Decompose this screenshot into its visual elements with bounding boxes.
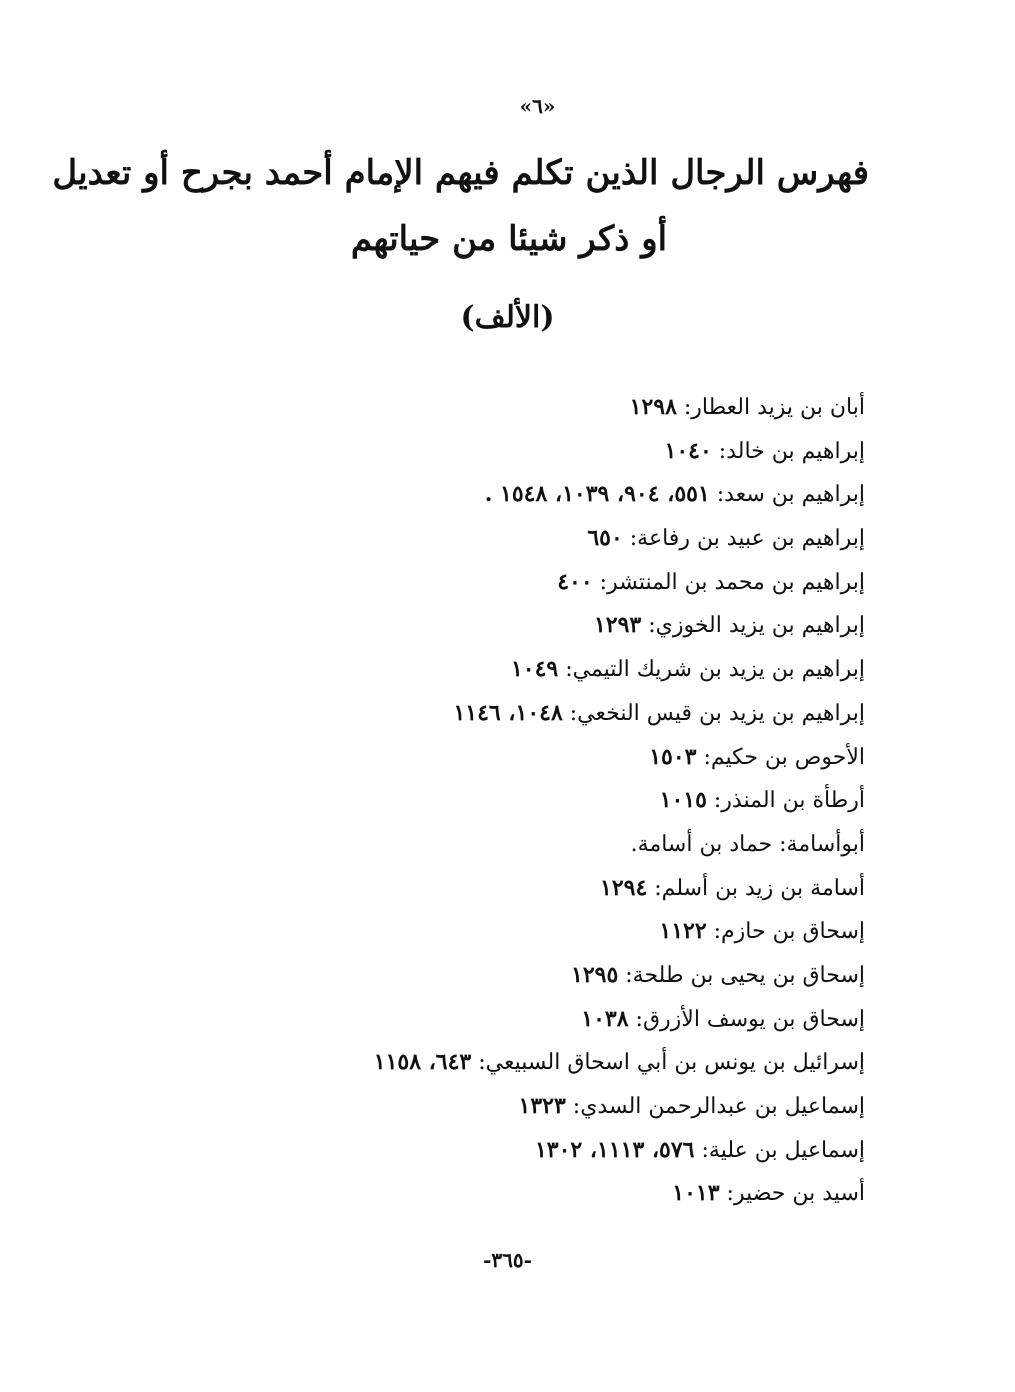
list-item	[305, 561, 865, 605]
list-item	[305, 779, 865, 823]
entry-references: ١٠١٥	[659, 787, 707, 814]
list-item	[305, 823, 865, 867]
entry-name: الأحوص بن حكيم:	[696, 744, 865, 770]
entry-references: ١٥٠٣	[649, 743, 697, 770]
entry-name: إبراهيم بن سعد:	[709, 482, 865, 508]
list-item	[305, 736, 865, 780]
entry-name: إسحاق بن حازم:	[706, 919, 865, 945]
list-item	[305, 1041, 865, 1085]
title-line-1: فهرس الرجال الذين تكلم فيهم الإمام أحمد بجرح أو تعديل	[52, 153, 869, 193]
list-item	[305, 910, 865, 954]
entry-name: أسيد بن حضير:	[719, 1181, 865, 1207]
entry-references: ٥٥١، ٩٠٤، ١٠٣٩، ١٥٤٨ .	[484, 481, 710, 508]
entry-references: ١٠٤٩	[510, 656, 559, 683]
entry-references: ١٢٩٥	[571, 961, 619, 988]
entry-name: إسماعيل بن علية:	[694, 1137, 865, 1163]
list-item	[305, 604, 865, 648]
list-item	[305, 1129, 865, 1173]
entry-references: ١٢٩٣	[593, 612, 642, 639]
section-heading: (الألف)	[460, 300, 555, 335]
entry-name: أبان بن يزيد العطار:	[676, 395, 865, 420]
entry-references: ٦٤٣، ١١٥٨	[373, 1049, 472, 1076]
entry-references: ٥٧٦، ١١١٣، ١٣٠٢	[534, 1136, 695, 1163]
page-number: -٣٦٥-	[483, 1248, 532, 1272]
entry-references: ١٢٩٤	[600, 874, 648, 901]
entry-references: ١٠٣٨	[581, 1005, 629, 1032]
entry-references: ١١٢٢	[659, 918, 707, 945]
entry-name: أسامة بن زيد بن أسلم:	[647, 875, 865, 901]
list-item	[305, 867, 865, 911]
list-item	[305, 692, 865, 736]
entry-name: إسرائيل بن يونس بن أبي اسحاق السبيعي:	[471, 1050, 865, 1076]
list-item	[305, 648, 865, 692]
entry-references: ٤٠٠	[557, 568, 593, 595]
section-number: «٦»	[519, 94, 556, 118]
entry-name: إبراهيم بن يزيد بن شريك التيمي:	[558, 657, 865, 683]
entry-references: ١٠١٣	[672, 1180, 720, 1207]
list-item	[305, 386, 865, 430]
entry-name: إبراهيم بن محمد بن المنتشر:	[592, 569, 865, 595]
title-line-2: أو ذكر شيئا من حياتهم	[350, 219, 668, 259]
list-item	[305, 473, 865, 517]
entry-references: ١٢٩٨	[629, 394, 677, 420]
entry-name: إبراهيم بن عبيد بن رفاعة:	[622, 526, 865, 552]
list-item	[305, 430, 865, 474]
list-item	[305, 998, 865, 1042]
list-item	[305, 954, 865, 998]
list-item	[305, 517, 865, 561]
entry-name: إبراهيم بن يزيد بن قيس النخعي:	[562, 700, 865, 726]
entry-name: إبراهيم بن يزيد الخوزي:	[641, 613, 865, 639]
list-item	[305, 1085, 865, 1129]
list-item	[305, 1172, 865, 1216]
entry-name: إسماعيل بن عبدالرحمن السدي:	[565, 1094, 865, 1119]
entry-name: إسحاق بن يحيى بن طلحة:	[618, 962, 865, 988]
entry-name: أرطأة بن المنذر:	[706, 788, 865, 814]
entry-name: إبراهيم بن خالد:	[711, 438, 865, 464]
entry-name: أبوأسامة: حماد بن أسامة.	[630, 831, 865, 857]
entry-name: إسحاق بن يوسف الأزرق:	[628, 1006, 865, 1032]
entry-references: ٦٥٠	[587, 525, 623, 552]
page-title	[52, 140, 869, 272]
entry-references: ١٠٤٨، ١١٤٦	[453, 699, 563, 726]
entry-references: ١٠٤٠	[664, 437, 712, 464]
index-entries-list	[305, 386, 865, 1216]
entry-references: ١٣٢٣	[518, 1093, 566, 1119]
